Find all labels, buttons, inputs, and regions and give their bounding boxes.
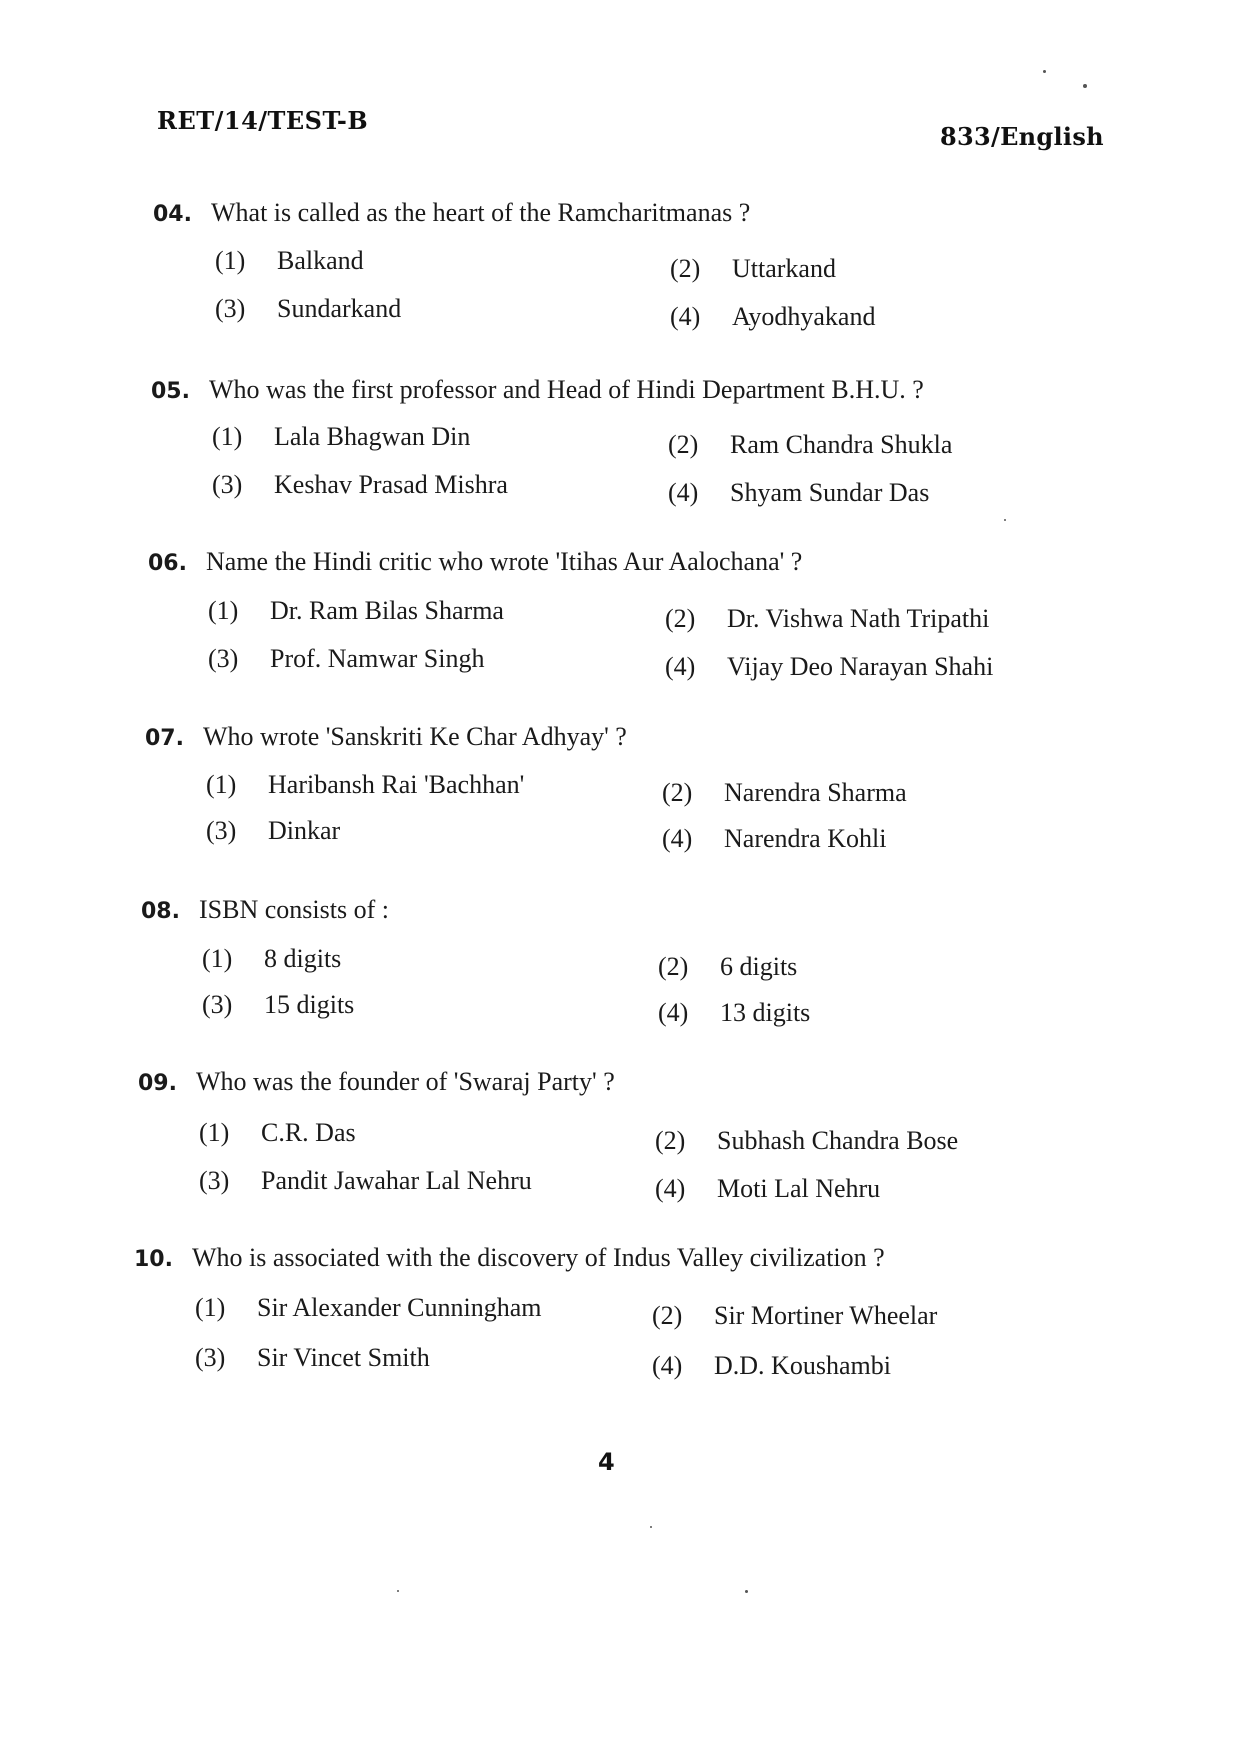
question-number: 07.	[145, 726, 184, 751]
question-10	[134, 1243, 885, 1275]
option-text: Subhash Chandra Bose	[717, 1126, 959, 1155]
option-number: (4)	[668, 478, 699, 507]
question-06	[148, 547, 802, 579]
question-08	[141, 895, 389, 927]
option-07-3	[206, 816, 340, 846]
scan-speck	[745, 1590, 748, 1593]
option-text: 15 digits	[264, 990, 355, 1019]
option-text: Dinkar	[268, 816, 341, 845]
option-number: (3)	[212, 470, 243, 499]
option-number: (4)	[655, 1174, 686, 1203]
question-04	[153, 198, 750, 230]
option-04-2	[670, 254, 836, 284]
option-05-3	[212, 470, 508, 500]
option-number: (1)	[212, 422, 243, 451]
option-text: Dr. Vishwa Nath Tripathi	[727, 604, 990, 633]
option-06-2	[665, 604, 989, 634]
option-text: Dr. Ram Bilas Sharma	[270, 596, 504, 625]
option-08-1	[202, 944, 341, 974]
option-number: (4)	[670, 302, 701, 331]
option-number: (4)	[652, 1351, 683, 1380]
option-10-2	[652, 1301, 937, 1331]
question-05	[151, 375, 924, 407]
option-06-4	[665, 652, 993, 682]
page-number: 4	[598, 1448, 615, 1476]
scan-speck	[1083, 84, 1087, 88]
option-06-1	[208, 596, 504, 626]
option-text: 8 digits	[264, 944, 342, 973]
scan-speck	[1004, 519, 1006, 521]
question-text: Who is associated with the discovery of Indus Valley civilization ?	[192, 1243, 885, 1272]
option-10-3	[195, 1343, 430, 1373]
question-number: 10.	[134, 1247, 173, 1272]
option-number: (1)	[215, 246, 246, 275]
option-06-3	[208, 644, 484, 674]
option-text: Moti Lal Nehru	[717, 1174, 881, 1203]
question-number: 05.	[151, 379, 190, 404]
option-text: Lala Bhagwan Din	[274, 422, 471, 451]
question-text: Name the Hindi critic who wrote 'Itihas Aur Aalochana' ?	[206, 547, 803, 576]
option-number: (2)	[655, 1126, 686, 1155]
option-number: (2)	[665, 604, 696, 633]
option-text: Narendra Sharma	[724, 778, 907, 807]
option-number: (2)	[670, 254, 701, 283]
option-number: (3)	[195, 1343, 226, 1372]
option-04-3	[215, 294, 401, 324]
option-07-2	[662, 778, 907, 808]
question-number: 06.	[148, 551, 187, 576]
option-07-4	[662, 824, 886, 854]
option-number: (1)	[195, 1293, 226, 1322]
option-text: Sir Mortiner Wheelar	[714, 1301, 938, 1330]
option-text: D.D. Koushambi	[714, 1351, 891, 1380]
option-number: (4)	[665, 652, 696, 681]
option-10-4	[652, 1351, 891, 1381]
option-number: (1)	[199, 1118, 230, 1147]
option-text: Pandit Jawahar Lal Nehru	[261, 1166, 532, 1195]
option-text: Sir Vincet Smith	[257, 1343, 430, 1372]
scan-speck	[1043, 70, 1046, 73]
option-text: Sir Alexander Cunningham	[257, 1293, 542, 1322]
option-number: (4)	[658, 998, 689, 1027]
question-text: Who was the first professor and Head of Hindi Department B.H.U. ?	[209, 375, 924, 404]
option-05-4	[668, 478, 929, 508]
option-number: (3)	[202, 990, 233, 1019]
option-number: (2)	[668, 430, 699, 459]
option-09-4	[655, 1174, 880, 1204]
option-number: (3)	[215, 294, 246, 323]
option-09-1	[199, 1118, 356, 1148]
option-text: Uttarkand	[732, 254, 836, 283]
option-08-3	[202, 990, 354, 1020]
option-text: Ram Chandra Shukla	[730, 430, 953, 459]
option-text: Haribansh Rai 'Bachhan'	[268, 770, 525, 799]
question-text: Who was the founder of 'Swaraj Party' ?	[196, 1067, 615, 1096]
option-text: Vijay Deo Narayan Shahi	[727, 652, 994, 681]
scan-speck	[397, 1590, 399, 1592]
option-number: (1)	[202, 944, 233, 973]
option-text: Narendra Kohli	[724, 824, 887, 853]
option-text: Balkand	[277, 246, 364, 275]
option-text: Sundarkand	[277, 294, 402, 323]
option-number: (1)	[206, 770, 237, 799]
subject-code: 833/English	[940, 122, 1104, 151]
option-number: (2)	[662, 778, 693, 807]
option-05-1	[212, 422, 470, 452]
option-number: (2)	[652, 1301, 683, 1330]
option-text: Keshav Prasad Mishra	[274, 470, 508, 499]
scan-speck	[650, 1526, 652, 1528]
option-text: Shyam Sundar Das	[730, 478, 930, 507]
question-number: 08.	[141, 899, 180, 924]
question-text: What is called as the heart of the Ramcharitmanas ?	[211, 198, 751, 227]
question-09	[138, 1067, 615, 1099]
option-10-1	[195, 1293, 542, 1323]
option-04-4	[670, 302, 875, 332]
question-number: 04.	[153, 202, 192, 227]
option-08-4	[658, 998, 810, 1028]
option-08-2	[658, 952, 797, 982]
option-text: 6 digits	[720, 952, 798, 981]
option-number: (3)	[208, 644, 239, 673]
option-number: (3)	[206, 816, 237, 845]
option-text: Prof. Namwar Singh	[270, 644, 485, 673]
option-number: (4)	[662, 824, 693, 853]
option-05-2	[668, 430, 952, 460]
option-number: (2)	[658, 952, 689, 981]
question-number: 09.	[138, 1071, 177, 1096]
option-number: (1)	[208, 596, 239, 625]
option-text: C.R. Das	[261, 1118, 356, 1147]
option-09-3	[199, 1166, 532, 1196]
question-text: ISBN consists of :	[199, 895, 389, 924]
option-number: (3)	[199, 1166, 230, 1195]
option-04-1	[215, 246, 364, 276]
option-text: 13 digits	[720, 998, 811, 1027]
option-09-2	[655, 1126, 958, 1156]
option-07-1	[206, 770, 524, 800]
question-07	[145, 722, 627, 754]
option-text: Ayodhyakand	[732, 302, 876, 331]
exam-code: RET/14/TEST-B	[157, 106, 369, 135]
question-text: Who wrote 'Sanskriti Ke Char Adhyay' ?	[203, 722, 627, 751]
